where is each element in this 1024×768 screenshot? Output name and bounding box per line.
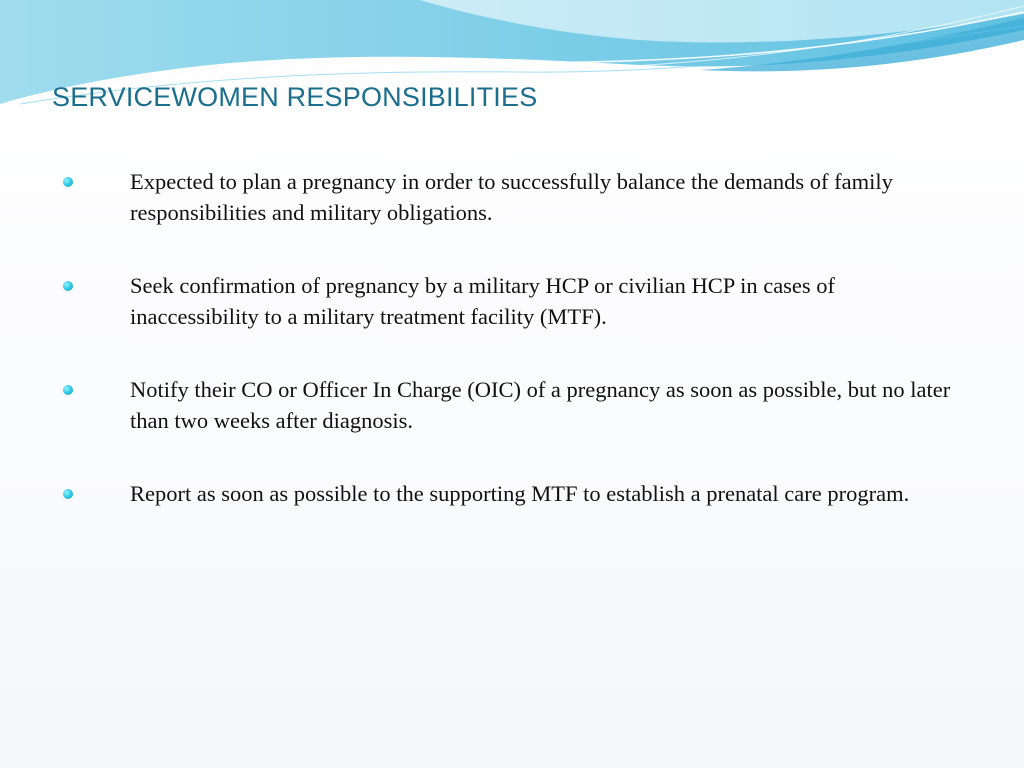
bullet-text: Expected to plan a pregnancy in order to successfully balance the demands of family responsibilities and military obligations. [130,169,893,225]
list-item [60,166,960,228]
bullet-icon [63,177,73,187]
list-item [60,478,960,509]
bullet-text: Report as soon as possible to the supporting MTF to establish a prenatal care program. [130,481,910,506]
bullet-text: Notify their CO or Officer In Charge (OIC) of a pregnancy as soon as possible, but no later than two weeks after diagnosis. [130,377,951,433]
list-item [60,270,960,332]
bullet-icon [63,489,73,499]
bullet-icon [63,385,73,395]
list-item [60,374,960,436]
bullet-list [60,166,960,551]
bullet-text: Seek confirmation of pregnancy by a military HCP or civilian HCP in cases of inaccessibility to a military treatment facility (MTF). [130,273,836,329]
bullet-icon [63,281,73,291]
slide-title: SERVICEWOMEN RESPONSIBILITIES [52,82,538,112]
